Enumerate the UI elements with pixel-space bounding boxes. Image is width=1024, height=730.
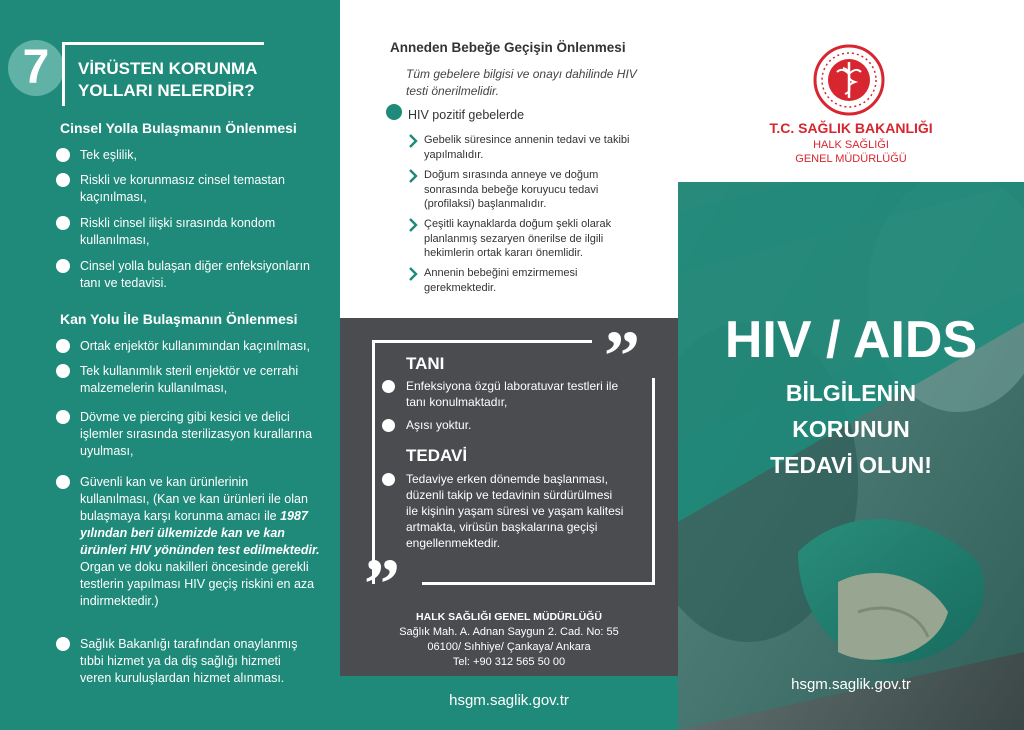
bullet-icon	[56, 364, 70, 378]
bullet-icon	[56, 339, 70, 353]
bullet-icon	[386, 104, 402, 120]
hiv-positive-label: HIV pozitif gebelerde	[408, 108, 525, 122]
bullet-icon	[382, 380, 395, 393]
right-panel-cover	[678, 0, 1024, 730]
department-name: HALK SAĞLIĞI GENEL MÜDÜRLÜĞÜ	[795, 139, 907, 165]
chevron-right-icon	[408, 134, 418, 148]
list-item: Annenin bebeğini emzirmemesi gerekmektedir.	[408, 266, 648, 295]
list-item: Dövme ve piercing gibi kesici ve delici işlemler sırasında sterilizasyon kurallarına uyulması,	[56, 409, 326, 460]
bullet-icon	[382, 473, 395, 486]
list-item: Riskli cinsel ilişki sırasında kondom kullanılması,	[56, 215, 326, 249]
slogan-line: KORUNUN	[792, 416, 910, 442]
website-link[interactable]: hsgm.saglik.gov.tr	[449, 692, 569, 709]
diagnosis-heading: TANI	[406, 354, 445, 373]
list-item: Enfeksiyona özgü laboratuvar testleri ile tanı konulmaktadır,	[382, 378, 642, 410]
number-badge: 7	[8, 40, 64, 96]
bullet-icon	[56, 475, 70, 489]
diagnosis-treatment-box	[340, 318, 678, 676]
chevron-right-icon	[408, 218, 418, 232]
list-item: Cinsel yolla bulaşan diğer enfeksiyonların tanı ve tedavisi.	[56, 258, 326, 292]
blood-transmission-heading: Kan Yolu İle Bulaşmanın Önlenmesi	[60, 311, 298, 327]
list-item: Aşısı yoktur.	[382, 417, 642, 433]
bullet-icon	[56, 637, 70, 651]
testing-recommendation: Tüm gebelere bilgisi ve onayı dahilinde HIV testi önerilmelidir.	[406, 67, 637, 98]
contact-footer: HALK SAĞLIĞI GENEL MÜDÜRLÜĞÜ Sağlık Mah. A. Adnan Saygun 2. Cad. No: 55 06100/ Sıhhiye/ Çankaya/ Ankara Tel: +90 312 565 50 00	[399, 611, 619, 668]
close-quote-icon: ”	[364, 544, 400, 624]
list-item: Sağlık Bakanlığı tarafından onaylanmış tıbbi hizmet ya da diş sağlığı hizmeti veren kuruluşlardan hizmet alınması.	[56, 636, 326, 687]
list-item: Tedaviye erken dönemde başlanması, düzenli takip ve tedavinin sürdürülmesi ile kişinin yaşam süresi ve yaşam kalitesi artmakta, virüsün başkalarına geçişi engellenmektedir.	[382, 471, 642, 551]
left-panel	[0, 0, 340, 730]
slogan-line: TEDAVİ OLUN!	[770, 452, 932, 478]
slogan-line: BİLGİLENİN	[785, 380, 917, 406]
list-item: Tek eşlilik,	[56, 147, 326, 164]
panel-title: VİRÜSTEN KORUNMA YOLLARI NELERDİR?	[78, 59, 258, 100]
close-quote-icon: ”	[604, 316, 640, 396]
frame-line	[372, 340, 592, 343]
list-item: Çeşitli kaynaklarda doğum şekli olarak planlanmış sezaryen önerilse de ilgili hekimlerin ortak kararı önemlidir.	[408, 217, 648, 261]
bullet-icon	[382, 419, 395, 432]
list-item-blood-products: Güvenli kan ve kan ürünlerinin kullanılması, (Kan ve kan ürünleri ile olan bulaşmaya karşı korunma amacı ile 1987 yılından beri ülkemizde kan ve kan ürünleri HIV yönünden test edilmektedir. Organ ve doku nakilleri öncesinde gerekli testlerin yapılması HIV geçiş riskini en aza indirmektedir.)	[56, 474, 326, 610]
hiv-aids-title: HIV / AIDS	[724, 311, 978, 369]
frame-line	[422, 582, 654, 585]
list-item: Ortak enjektör kullanımından kaçınılması,	[56, 338, 326, 355]
chevron-right-icon	[408, 169, 418, 183]
middle-panel	[340, 0, 678, 730]
chevron-right-icon	[408, 267, 418, 281]
bullet-icon	[56, 259, 70, 273]
ministry-logo	[813, 44, 885, 116]
bullet-icon	[56, 410, 70, 424]
bullet-icon	[56, 148, 70, 162]
ministry-name: T.C. SAĞLIK BAKANLIĞI	[769, 120, 933, 136]
title-bracket-vertical	[62, 42, 65, 106]
bullet-icon	[56, 173, 70, 187]
list-item: Gebelik süresince annenin tedavi ve takibi yapılmalıdır.	[408, 133, 648, 162]
website-link[interactable]: hsgm.saglik.gov.tr	[791, 676, 911, 693]
list-item: Tek kullanımlık steril enjektör ve cerrahi malzemelerin kullanılması,	[56, 363, 326, 397]
title-bracket-horizontal	[62, 42, 264, 45]
mother-to-child-heading: Anneden Bebeğe Geçişin Önlenmesi	[390, 40, 626, 55]
bullet-icon	[56, 216, 70, 230]
list-item: Doğum sırasında anneye ve doğum sonrasında bebeğe koruyucu tedavi (profilaksi) başlanmalıdır.	[408, 168, 648, 212]
list-item: Riskli ve korunmasız cinsel temastan kaçınılması,	[56, 172, 326, 206]
treatment-heading: TEDAVİ	[406, 446, 468, 465]
url-strip	[340, 676, 678, 730]
frame-line	[652, 378, 655, 585]
sexual-transmission-heading: Cinsel Yolla Bulaşmanın Önlenmesi	[60, 120, 297, 136]
